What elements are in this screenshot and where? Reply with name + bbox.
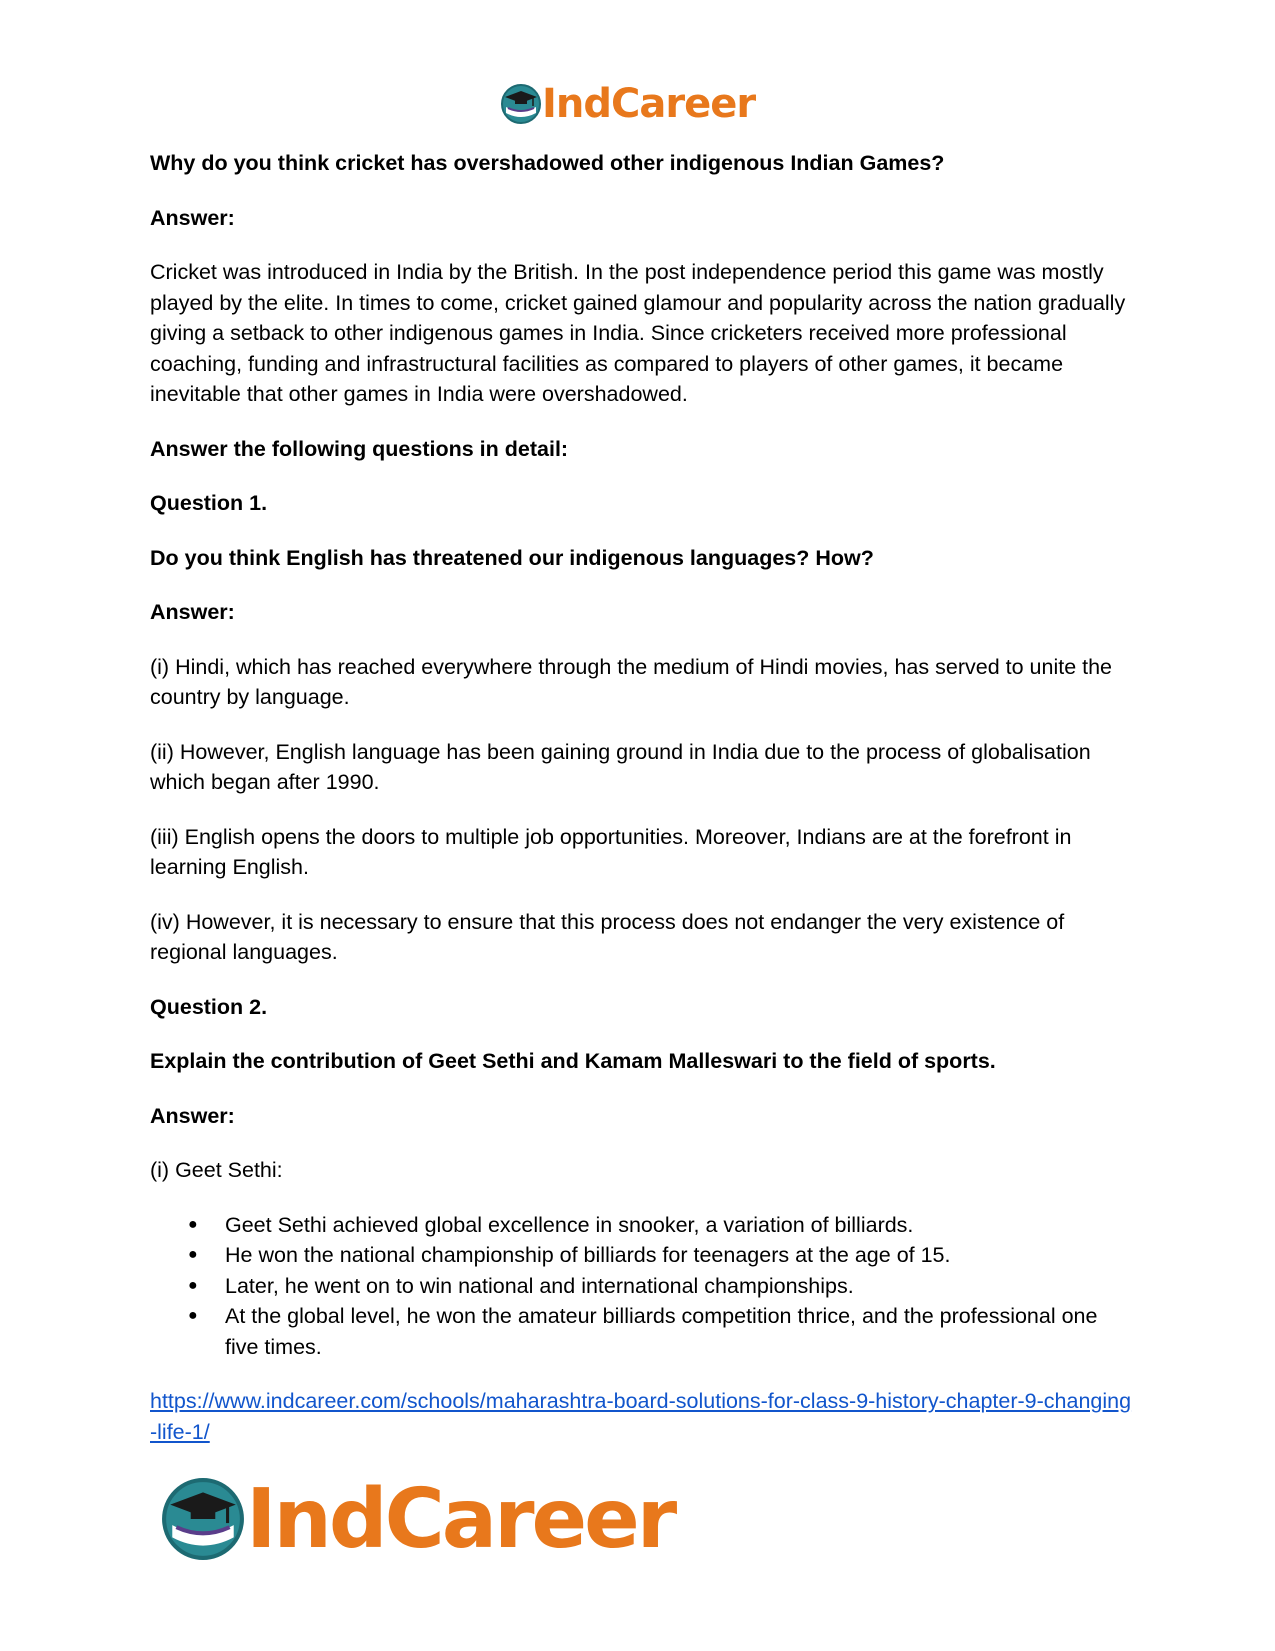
list-item-text: He won the national championship of billiards for teenagers at the age of 15.: [225, 1243, 951, 1267]
question2-sub-heading: (i) Geet Sethi:: [150, 1158, 283, 1182]
question1-point: (iv) However, it is necessary to ensure that this process does not endanger the very existence of regional languages.: [150, 909, 1065, 964]
bullet-icon: ●: [188, 1246, 198, 1263]
intro-answer-label: Answer:: [150, 205, 235, 230]
list-item-text: At the global level, he won the amateur billiards competition thrice, and the professional one five times.: [225, 1304, 1098, 1359]
graduation-cap-book-globe-icon: [500, 83, 542, 125]
list-item: [188, 1271, 1135, 1302]
question1-number: Question 1.: [150, 491, 268, 515]
question2-text: Explain the contribution of Geet Sethi and Kamam Malleswari to the field of sports.: [150, 1049, 996, 1073]
geet-sethi-list: [150, 1210, 1135, 1363]
intro-question: Why do you think cricket has overshadowed other indigenous Indian Games?: [150, 151, 945, 175]
question2-number: Question 2.: [150, 994, 268, 1019]
document-body: [150, 148, 1135, 1471]
source-link[interactable]: https://www.indcareer.com/schools/maharashtra-board-solutions-for-class-9-history-chapter-9-changing-life-1/: [150, 1389, 1132, 1444]
list-item-text: Geet Sethi achieved global excellence in snooker, a variation of billiards.: [225, 1212, 914, 1237]
list-item: [188, 1210, 1135, 1241]
list-item: [188, 1301, 1135, 1362]
question1-point: (iii) English opens the doors to multiple job opportunities. Moreover, Indians are at the forefront in learning English.: [150, 824, 1072, 879]
intro-answer-text: Cricket was introduced in India by the British. In the post independence period this game was mostly played by the elite. In times to come, cricket gained glamour and popularity across the nation gradually giving a setback to other indigenous games in India. Since cricketers received more professional coaching, funding and infrastructural facilities as compared to players of other games, it became inevitable that other games in India were overshadowed.: [150, 260, 1126, 406]
bullet-icon: ●: [188, 1215, 198, 1233]
question1-point: (i) Hindi, which has reached everywhere through the medium of Hindi movies, has served to unite the country by language.: [150, 654, 1113, 709]
logo-wordmark: IndCareer: [246, 1471, 675, 1567]
question1-answer-label: Answer:: [150, 600, 235, 624]
question1-point: (ii) However, English language has been gaining ground in India due to the process of globalisation which began after 1990.: [150, 739, 1091, 794]
logo-wordmark: IndCareer: [542, 81, 756, 127]
footer-logo: [160, 1472, 674, 1566]
list-item-text: Later, he went on to win national and international championships.: [225, 1273, 854, 1298]
list-item: [188, 1240, 1135, 1271]
header-logo: [500, 78, 755, 130]
question2-answer-label: Answer:: [150, 1103, 235, 1128]
graduation-cap-book-globe-icon: [160, 1476, 246, 1562]
bullet-icon: ●: [188, 1276, 198, 1294]
section-heading: Answer the following questions in detail:: [150, 436, 569, 461]
bullet-icon: ●: [188, 1307, 198, 1324]
question1-text: Do you think English has threatened our indigenous languages? How?: [150, 545, 874, 570]
